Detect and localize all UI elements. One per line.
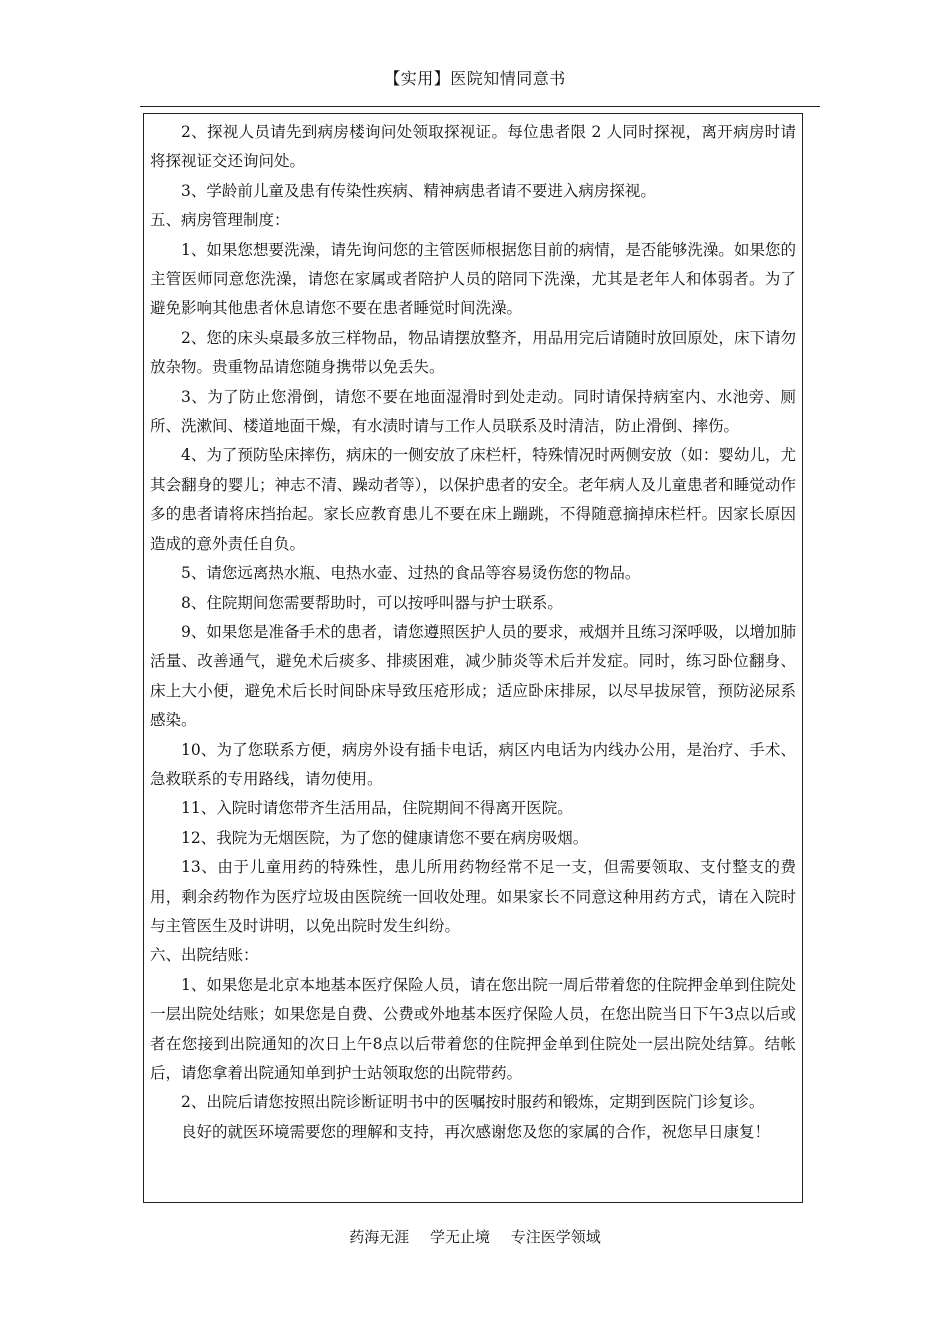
document-content-box <box>143 113 803 1203</box>
paragraph-follow-up: 2、出院后请您按照出院诊断证明书中的医嘱按时服药和锻炼，定期到医院门诊复诊。 <box>181 1093 765 1112</box>
footer-motto-1: 药海无涯 <box>349 1228 410 1246</box>
paragraph-bed-rails: 4、为了预防坠床摔伤，病床的一侧安放了床栏杆，特殊情况时两侧安放（如：婴幼儿，尤其会翻身的婴儿；神志不清、躁动者等），以保护患者的安全。老年病人及儿童患者和睡觉动作多的患者请将床挡抬起。家长应教育患儿不要在床上蹦跳，不得随意摘掉床栏杆。因家长原因造成的意外责任自负。 <box>150 446 796 553</box>
footer-motto-2: 学无止境 <box>429 1228 490 1246</box>
header-divider <box>140 106 820 107</box>
paragraph-bedside-table: 2、您的床头桌最多放三样物品，物品请摆放整齐，用品用完后请随时放回原处，床下请勿放杂物。贵重物品请您随身携带以免丢失。 <box>150 328 796 377</box>
paragraph-surgery-prep: 9、如果您是准备手术的患者，请您遵照医护人员的要求，戒烟并且练习深呼吸，以增加肺活量、改善通气，避免术后痰多、排痰困难，减少肺炎等术后并发症。同时，练习卧位翻身、床上大小便，避免术后长时间卧床导致压疮形成；适应卧床排尿，以尽早拔尿管，预防泌尿系感染。 <box>150 622 796 730</box>
paragraph-visit-pass: 2、探视人员请先到病房楼询问处领取探视证。每位患者限 2 人同时探视，离开病房时请将探视证交还询问处。 <box>150 123 796 171</box>
paragraph-visit-restriction: 3、学龄前儿童及患有传染性疾病、精神病患者请不要进入病房探视。 <box>181 181 656 200</box>
paragraph-bathing: 1、如果您想要洗澡，请先询问您的主管医师根据您目前的病情，是否能够洗澡。如果您的主管医师同意您洗澡，请您在家属或者陪护人员的陪同下洗澡，尤其是老年人和体弱者。为了避免影响其他患者休息请您不要在患者睡觉时间洗澡。 <box>150 240 796 318</box>
paragraph-telephone: 10、为了您联系方便，病房外设有插卡电话，病区内电话为内线办公用，是治疗、手术、急救联系的专用路线，请勿使用。 <box>150 740 796 788</box>
paragraph-slip-prevention: 3、为了防止您滑倒，请您不要在地面湿滑时到处走动。同时请保持病室内、水池旁、厕所、洗漱间、楼道地面干燥，有水渍时请与工作人员联系及时清洁，防止滑倒、摔伤。 <box>150 387 796 436</box>
footer-motto-3: 专注医学领域 <box>510 1228 601 1246</box>
section-heading-discharge: 六、出院结账： <box>150 946 259 965</box>
paragraph-supplies: 11、入院时请您带齐生活用品，住院期间不得离开医院。 <box>181 799 573 818</box>
page-header-title: 【实用】医院知情同意书 <box>384 69 566 88</box>
paragraph-closing-thanks: 良好的就医环境需要您的理解和支持，再次感谢您及您的家属的合作，祝您早日康复！ <box>181 1122 771 1141</box>
section-heading-ward-rules: 五、病房管理制度： <box>150 211 290 230</box>
paragraph-burn-prevention: 5、请您远离热水瓶、电热水壶、过热的食品等容易烫伤您的物品。 <box>181 564 641 583</box>
paragraph-call-button: 8、住院期间您需要帮助时，可以按呼叫器与护士联系。 <box>181 593 563 612</box>
paragraph-no-smoking: 12、我院为无烟医院，为了您的健康请您不要在病房吸烟。 <box>181 828 589 847</box>
paragraph-discharge-billing: 1、如果您是北京本地基本医疗保险人员，请在您出院一周后带着您的住院押金单到住院处一层出院处结账；如果您是自费、公费或外地基本医疗保险人员，在您出院当日下午3点以后或者在您接到出院通知的次日上午8点以后带着您的住院押金单到住院处一层出院处结算。结帐后，请您拿着出院通知单到护士站领取您的出院带药。 <box>150 975 796 1082</box>
page-footer <box>0 1226 950 1247</box>
paragraph-pediatric-medication: 13、由于儿童用药的特殊性，患儿所用药物经常不足一支，但需要领取、支付整支的费用，剩余药物作为医疗垃圾由医院统一回收处理。如果家长不同意这种用药方式，请在入院时与主管医生及时讲明，以免出院时发生纠纷。 <box>150 858 796 935</box>
